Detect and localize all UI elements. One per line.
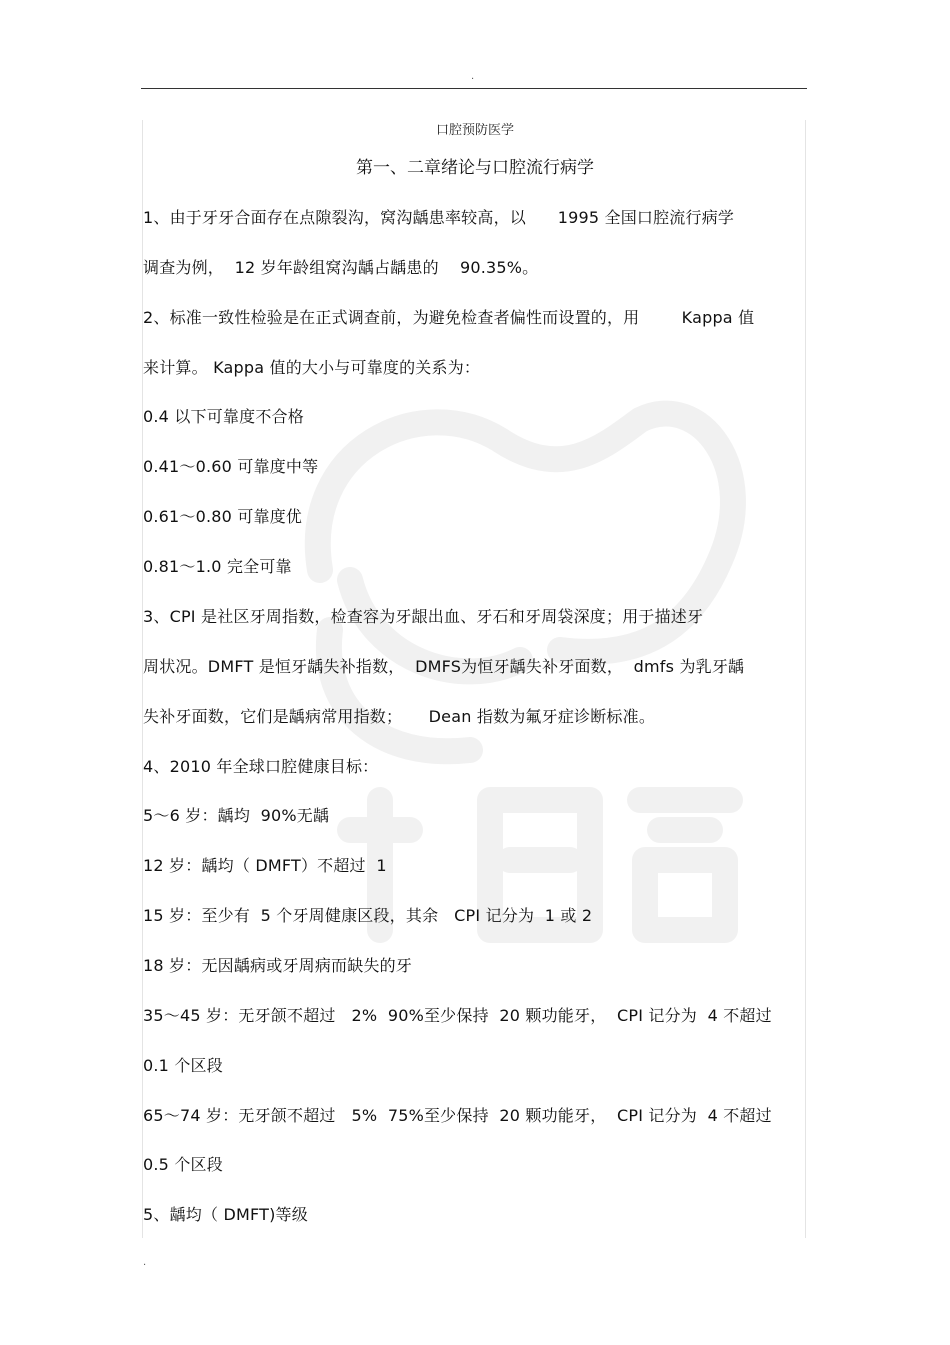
text-line: 0.4 以下可靠度不合格	[143, 407, 304, 426]
text-line: 35～45 岁：无牙颌不超过 2% 90%至少保持 20 颗功能牙， CPI 记分为 4 不超过	[143, 1006, 772, 1025]
text-line: 0.61～0.80 可靠度优	[143, 507, 303, 526]
text-line: 15 岁：至少有 5 个牙周健康区段，其余 CPI 记分为 1 或 2	[143, 906, 593, 925]
text-line: 1、由于牙牙合面存在点隙裂沟，窝沟龋患率较高，以 1995 全国口腔流行病学	[143, 208, 735, 227]
text-line: 来计算。 Kappa 值的大小与可靠度的关系为：	[143, 358, 481, 377]
footer-mark: .	[143, 1257, 147, 1268]
text-line: 2、标准一致性检验是在正式调查前，为避免检查者偏性而设置的，用 Kappa 值	[143, 308, 755, 327]
text-line: 4、2010 年全球口腔健康目标：	[143, 757, 379, 776]
text-line: 调查为例， 12 岁年龄组窝沟龋占龋患的 90.35%。	[143, 258, 539, 277]
text-line: 周状况。DMFT 是恒牙龋失补指数， DMFS为恒牙龋失补牙面数， dmfs 为乳牙龋	[143, 657, 745, 676]
text-line: 18 岁：无因龋病或牙周病而缺失的牙	[143, 956, 413, 975]
text-line: 12 岁：龋均（ DMFT）不超过 1	[143, 856, 387, 875]
header-divider	[141, 88, 807, 89]
text-line: 0.5 个区段	[143, 1155, 223, 1174]
text-line: 失补牙面数，它们是龋病常用指数； Dean 指数为氟牙症诊断标准。	[143, 707, 656, 726]
document-title: 口腔预防医学	[435, 123, 514, 138]
text-line: 0.41～0.60 可靠度中等	[143, 457, 319, 476]
text-line: 3、CPI 是社区牙周指数，检查容为牙龈出血、牙石和牙周袋深度；用于描述牙	[143, 607, 704, 626]
text-line: 0.1 个区段	[143, 1056, 223, 1075]
right-margin-line	[805, 120, 806, 1238]
text-line: 0.81～1.0 完全可靠	[143, 557, 292, 576]
text-line: 65～74 岁：无牙颌不超过 5% 75%至少保持 20 颗功能牙， CPI 记分为 4 不超过	[143, 1106, 772, 1125]
text-line: 5～6 岁：龋均 90%无龋	[143, 806, 330, 825]
header-mark: .	[471, 71, 475, 82]
text-line: 5、龋均（ DMFT)等级	[143, 1205, 308, 1224]
chapter-heading: 第一、二章绪论与口腔流行病学	[356, 158, 594, 178]
